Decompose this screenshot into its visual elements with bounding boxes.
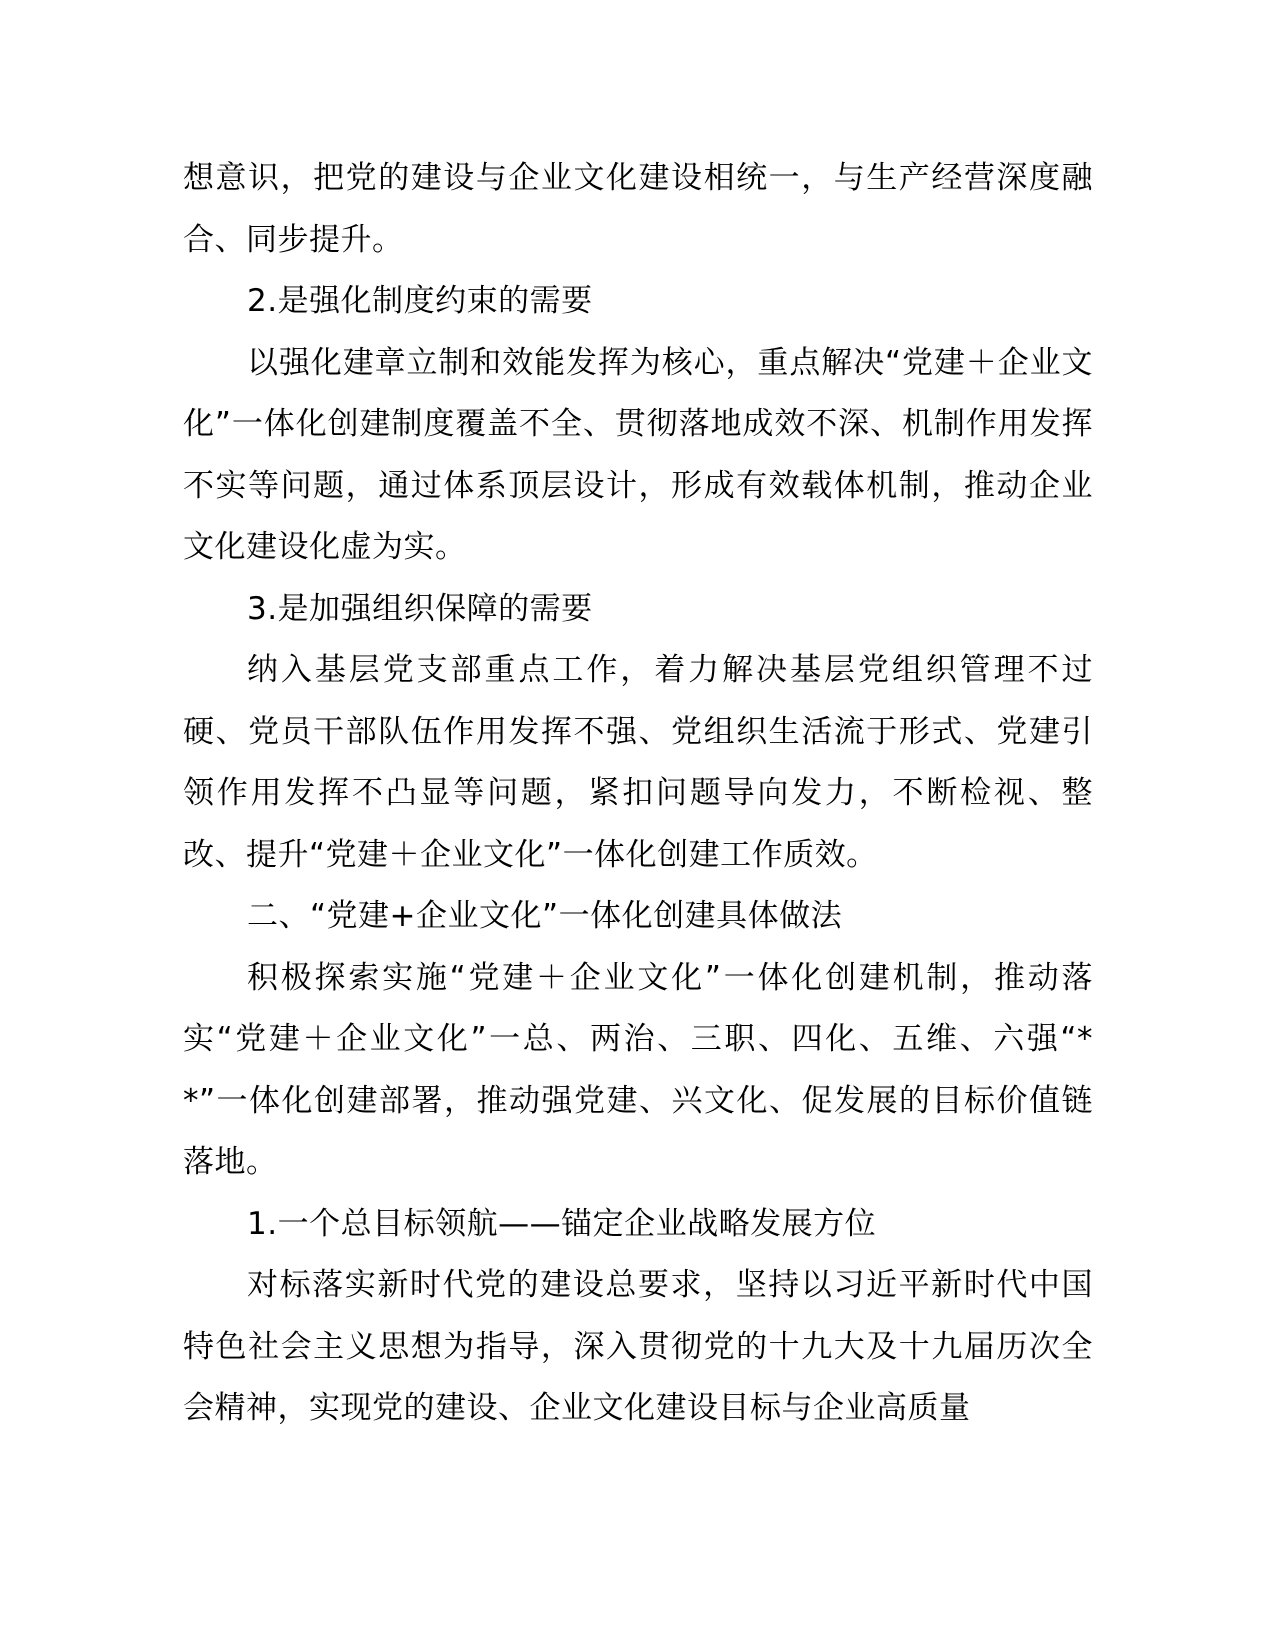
paragraph-continuation: 想意识，把党的建设与企业文化建设相统一，与生产经营深度融合、同步提升。 (183, 160, 1093, 258)
paragraph-overall-goal: 对标落实新时代党的建设总要求，坚持以习近平新时代中国特色社会主义思想为指导，深入贯彻党的十九大及十九届历次全会精神，实现党的建设、企业文化建设目标与企业高质量 (183, 1267, 1093, 1426)
paragraph-integrated-mechanism: 积极探索实施“党建＋企业文化”一体化创建机制，推动落实“党建＋企业文化”一总、两治、三职、四化、五维、六强“**”一体化创建部署，推动强党建、兴文化、促发展的目标价值链落地。 (183, 959, 1093, 1180)
paragraph-organizational-guarantee: 纳入基层党支部重点工作，着力解决基层党组织管理不过硬、党员干部队伍作用发挥不强、党组织生活流于形式、党建引领作用发挥不凸显等问题，紧扣问题导向发力，不断检视、整改、提升“党建＋企业文化”一体化创建工作质效。 (183, 652, 1093, 873)
paragraph-system-constraints: 以强化建章立制和效能发挥为核心，重点解决“党建＋企业文化”一体化创建制度覆盖不全、贯彻落地成效不深、机制作用发挥不实等问题，通过体系顶层设计，形成有效载体机制，推动企业文化建设化虚为实。 (183, 344, 1093, 565)
section-heading-3: 3.是加强组织保障的需要 (247, 590, 593, 627)
document-page (183, 148, 1093, 1440)
section-heading-2: 2.是强化制度约束的需要 (247, 283, 593, 319)
section-heading-1: 1.一个总目标领航——锚定企业战略发展方位 (247, 1205, 877, 1242)
chapter-heading-two: 二、“党建+企业文化”一体化创建具体做法 (247, 898, 843, 934)
